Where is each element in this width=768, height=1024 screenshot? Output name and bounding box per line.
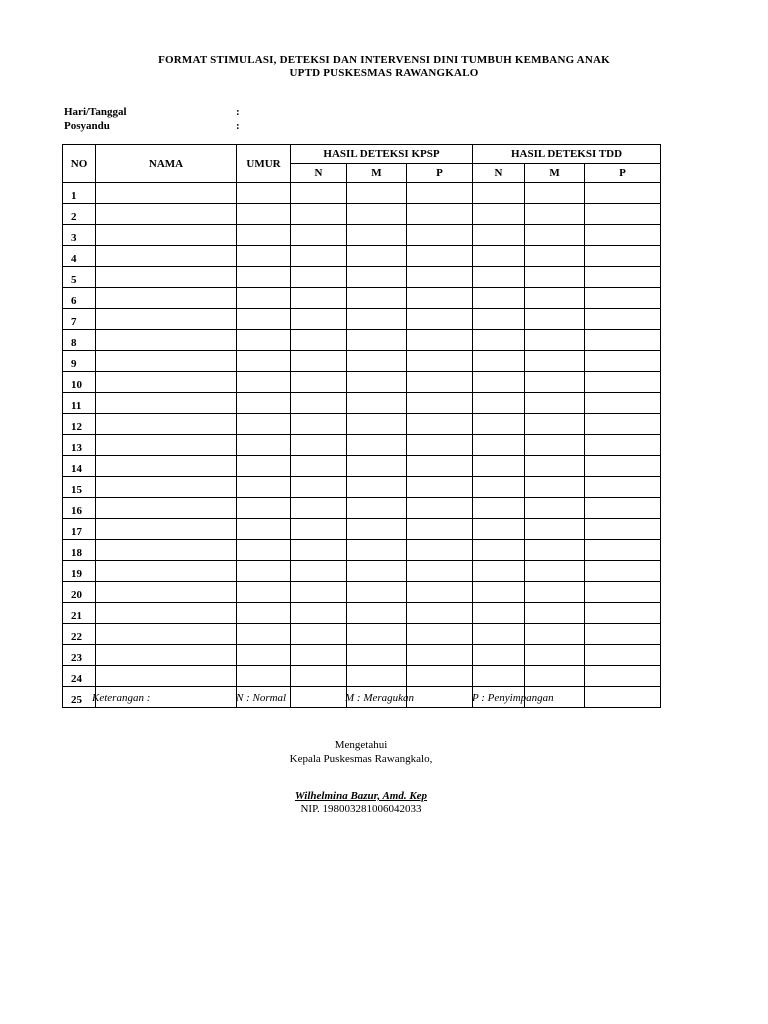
- cell-kpsp-m: [347, 183, 407, 204]
- cell-kpsp-n: [291, 330, 347, 351]
- cell-tdd-n: [473, 435, 525, 456]
- row-number: 22: [63, 624, 96, 645]
- field-separator: :: [236, 120, 240, 132]
- cell-umur: [237, 393, 291, 414]
- cell-tdd-p: [585, 582, 661, 603]
- cell-kpsp-p: [407, 246, 473, 267]
- cell-tdd-p: [585, 309, 661, 330]
- cell-nama: [96, 393, 237, 414]
- cell-tdd-n: [473, 204, 525, 225]
- cell-tdd-p: [585, 351, 661, 372]
- table-row: [63, 393, 661, 414]
- row-number: 9: [63, 351, 96, 372]
- cell-tdd-p: [585, 267, 661, 288]
- row-number: 3: [63, 225, 96, 246]
- cell-kpsp-p: [407, 309, 473, 330]
- cell-umur: [237, 540, 291, 561]
- cell-tdd-p: [585, 498, 661, 519]
- cell-kpsp-m: [347, 393, 407, 414]
- row-number: 20: [63, 582, 96, 603]
- table-row: [63, 246, 661, 267]
- row-number: 13: [63, 435, 96, 456]
- cell-nama: [96, 246, 237, 267]
- cell-tdd-m: [525, 414, 585, 435]
- row-number: 18: [63, 540, 96, 561]
- cell-nama: [96, 372, 237, 393]
- cell-nama: [96, 519, 237, 540]
- cell-tdd-n: [473, 540, 525, 561]
- cell-nama: [96, 666, 237, 687]
- header-umur: UMUR: [237, 145, 291, 183]
- cell-kpsp-n: [291, 456, 347, 477]
- cell-tdd-p: [585, 603, 661, 624]
- cell-tdd-m: [525, 456, 585, 477]
- cell-umur: [237, 351, 291, 372]
- cell-umur: [237, 330, 291, 351]
- cell-tdd-n: [473, 309, 525, 330]
- cell-nama: [96, 330, 237, 351]
- cell-kpsp-n: [291, 624, 347, 645]
- table-row: [63, 183, 661, 204]
- cell-tdd-p: [585, 561, 661, 582]
- signature-name: Wilhelmina Bazur, Amd. Kep: [294, 790, 428, 802]
- cell-nama: [96, 309, 237, 330]
- cell-tdd-p: [585, 687, 661, 708]
- cell-kpsp-p: [407, 477, 473, 498]
- cell-tdd-n: [473, 225, 525, 246]
- table-row: [63, 372, 661, 393]
- cell-nama: [96, 645, 237, 666]
- cell-kpsp-n: [291, 351, 347, 372]
- table-row: [63, 561, 661, 582]
- cell-kpsp-n: [291, 246, 347, 267]
- cell-kpsp-n: [291, 477, 347, 498]
- row-number: 2: [63, 204, 96, 225]
- cell-tdd-p: [585, 204, 661, 225]
- cell-umur: [237, 372, 291, 393]
- table-row: [63, 540, 661, 561]
- cell-tdd-p: [585, 645, 661, 666]
- cell-tdd-m: [525, 498, 585, 519]
- cell-tdd-m: [525, 624, 585, 645]
- cell-kpsp-n: [291, 225, 347, 246]
- cell-kpsp-m: [347, 309, 407, 330]
- cell-tdd-m: [525, 183, 585, 204]
- cell-kpsp-p: [407, 267, 473, 288]
- cell-kpsp-m: [347, 246, 407, 267]
- legend-penyimpangan: P : Penyimpangan: [472, 692, 554, 704]
- table-row: [63, 582, 661, 603]
- signature-mengetahui: Mengetahui: [334, 739, 388, 751]
- cell-kpsp-m: [347, 288, 407, 309]
- cell-kpsp-m: [347, 372, 407, 393]
- cell-tdd-p: [585, 372, 661, 393]
- cell-umur: [237, 288, 291, 309]
- table-row: [63, 288, 661, 309]
- cell-tdd-m: [525, 645, 585, 666]
- cell-kpsp-n: [291, 414, 347, 435]
- header-no: NO: [63, 145, 96, 183]
- table-row: [63, 666, 661, 687]
- cell-kpsp-m: [347, 351, 407, 372]
- cell-tdd-p: [585, 225, 661, 246]
- row-number: 24: [63, 666, 96, 687]
- cell-tdd-m: [525, 246, 585, 267]
- cell-nama: [96, 456, 237, 477]
- table-row: [63, 351, 661, 372]
- cell-umur: [237, 225, 291, 246]
- cell-tdd-m: [525, 561, 585, 582]
- table-row: [63, 519, 661, 540]
- cell-tdd-m: [525, 372, 585, 393]
- table-row: [63, 624, 661, 645]
- subheader-tdd-n: N: [473, 164, 525, 183]
- cell-kpsp-n: [291, 267, 347, 288]
- table-row: [63, 204, 661, 225]
- cell-kpsp-m: [347, 582, 407, 603]
- cell-kpsp-p: [407, 603, 473, 624]
- cell-tdd-n: [473, 183, 525, 204]
- cell-nama: [96, 183, 237, 204]
- legend-label: Keterangan :: [92, 692, 151, 704]
- cell-umur: [237, 645, 291, 666]
- cell-tdd-p: [585, 540, 661, 561]
- cell-tdd-p: [585, 288, 661, 309]
- cell-kpsp-p: [407, 666, 473, 687]
- header-kpsp: HASIL DETEKSI KPSP: [291, 145, 473, 164]
- field-label: Posyandu: [64, 120, 110, 132]
- signature-nip: NIP. 198003281006042033: [300, 803, 422, 815]
- document-subtitle: UPTD PUSKESMAS RAWANGKALO: [289, 67, 479, 79]
- row-number: 12: [63, 414, 96, 435]
- document-title: FORMAT STIMULASI, DETEKSI DAN INTERVENSI DINI TUMBUH KEMBANG ANAK: [158, 54, 610, 66]
- cell-kpsp-n: [291, 435, 347, 456]
- cell-kpsp-p: [407, 204, 473, 225]
- cell-kpsp-n: [291, 687, 347, 708]
- cell-kpsp-n: [291, 519, 347, 540]
- table-row: [63, 309, 661, 330]
- cell-tdd-m: [525, 435, 585, 456]
- cell-tdd-n: [473, 582, 525, 603]
- cell-kpsp-n: [291, 204, 347, 225]
- cell-umur: [237, 246, 291, 267]
- cell-kpsp-m: [347, 477, 407, 498]
- table-row: [63, 456, 661, 477]
- cell-tdd-m: [525, 225, 585, 246]
- cell-kpsp-p: [407, 330, 473, 351]
- table-row: [63, 330, 661, 351]
- header-nama: NAMA: [96, 145, 237, 183]
- cell-tdd-m: [525, 540, 585, 561]
- cell-kpsp-p: [407, 519, 473, 540]
- cell-nama: [96, 498, 237, 519]
- field-separator: :: [236, 106, 240, 118]
- subheader-kpsp-m: M: [347, 164, 407, 183]
- legend-normal: N : Normal: [236, 692, 287, 704]
- cell-tdd-m: [525, 582, 585, 603]
- cell-kpsp-m: [347, 456, 407, 477]
- cell-tdd-n: [473, 498, 525, 519]
- cell-nama: [96, 624, 237, 645]
- cell-tdd-p: [585, 519, 661, 540]
- cell-tdd-p: [585, 414, 661, 435]
- cell-kpsp-n: [291, 603, 347, 624]
- cell-kpsp-n: [291, 309, 347, 330]
- row-number: 1: [63, 183, 96, 204]
- row-number: 23: [63, 645, 96, 666]
- table-row: [63, 645, 661, 666]
- cell-kpsp-m: [347, 498, 407, 519]
- cell-kpsp-m: [347, 414, 407, 435]
- table-row: [63, 603, 661, 624]
- cell-umur: [237, 204, 291, 225]
- cell-kpsp-m: [347, 540, 407, 561]
- cell-kpsp-n: [291, 183, 347, 204]
- cell-tdd-n: [473, 351, 525, 372]
- cell-kpsp-m: [347, 204, 407, 225]
- cell-kpsp-n: [291, 645, 347, 666]
- cell-umur: [237, 183, 291, 204]
- cell-kpsp-m: [347, 330, 407, 351]
- cell-nama: [96, 582, 237, 603]
- cell-tdd-n: [473, 456, 525, 477]
- cell-kpsp-p: [407, 225, 473, 246]
- cell-kpsp-p: [407, 372, 473, 393]
- cell-tdd-p: [585, 246, 661, 267]
- cell-tdd-m: [525, 393, 585, 414]
- cell-nama: [96, 435, 237, 456]
- cell-tdd-m: [525, 288, 585, 309]
- cell-tdd-m: [525, 666, 585, 687]
- cell-kpsp-n: [291, 288, 347, 309]
- cell-kpsp-p: [407, 540, 473, 561]
- table-row: [63, 225, 661, 246]
- table-row: [63, 435, 661, 456]
- cell-umur: [237, 498, 291, 519]
- cell-kpsp-p: [407, 414, 473, 435]
- cell-nama: [96, 204, 237, 225]
- cell-umur: [237, 309, 291, 330]
- row-number: 4: [63, 246, 96, 267]
- cell-kpsp-p: [407, 582, 473, 603]
- cell-umur: [237, 582, 291, 603]
- cell-tdd-p: [585, 624, 661, 645]
- legend-meragukan: M : Meragukan: [345, 692, 415, 704]
- cell-tdd-n: [473, 603, 525, 624]
- cell-umur: [237, 414, 291, 435]
- cell-kpsp-m: [347, 435, 407, 456]
- cell-kpsp-m: [347, 666, 407, 687]
- cell-kpsp-m: [347, 267, 407, 288]
- row-number: 16: [63, 498, 96, 519]
- cell-kpsp-p: [407, 456, 473, 477]
- cell-tdd-p: [585, 435, 661, 456]
- cell-umur: [237, 519, 291, 540]
- cell-tdd-m: [525, 477, 585, 498]
- cell-tdd-p: [585, 666, 661, 687]
- cell-kpsp-p: [407, 687, 473, 708]
- cell-nama: [96, 414, 237, 435]
- table-body: [63, 183, 661, 708]
- cell-tdd-n: [473, 393, 525, 414]
- cell-kpsp-m: [347, 645, 407, 666]
- cell-kpsp-n: [291, 666, 347, 687]
- table-row: [63, 267, 661, 288]
- cell-kpsp-m: [347, 624, 407, 645]
- cell-tdd-m: [525, 309, 585, 330]
- cell-tdd-n: [473, 477, 525, 498]
- row-number: 25: [63, 687, 96, 708]
- table-row: [63, 498, 661, 519]
- table-row: [63, 414, 661, 435]
- cell-kpsp-n: [291, 372, 347, 393]
- cell-tdd-m: [525, 603, 585, 624]
- cell-kpsp-p: [407, 288, 473, 309]
- subheader-kpsp-p: P: [407, 164, 473, 183]
- subheader-kpsp-n: N: [291, 164, 347, 183]
- row-number: 10: [63, 372, 96, 393]
- field-posyandu: [64, 120, 240, 132]
- cell-tdd-p: [585, 330, 661, 351]
- cell-tdd-p: [585, 477, 661, 498]
- cell-umur: [237, 603, 291, 624]
- cell-tdd-n: [473, 288, 525, 309]
- cell-kpsp-n: [291, 561, 347, 582]
- row-number: 21: [63, 603, 96, 624]
- cell-tdd-n: [473, 330, 525, 351]
- cell-tdd-n: [473, 624, 525, 645]
- subheader-tdd-p: P: [585, 164, 661, 183]
- field-label: Hari/Tanggal: [64, 106, 127, 118]
- cell-kpsp-p: [407, 183, 473, 204]
- row-number: 8: [63, 330, 96, 351]
- cell-kpsp-p: [407, 561, 473, 582]
- cell-kpsp-n: [291, 582, 347, 603]
- cell-kpsp-p: [407, 351, 473, 372]
- signature-position: Kepala Puskesmas Rawangkalo,: [289, 753, 433, 765]
- cell-tdd-n: [473, 561, 525, 582]
- cell-nama: [96, 267, 237, 288]
- cell-kpsp-n: [291, 498, 347, 519]
- cell-kpsp-m: [347, 561, 407, 582]
- cell-kpsp-p: [407, 393, 473, 414]
- table-header-row: [63, 145, 661, 164]
- cell-nama: [96, 477, 237, 498]
- row-number: 15: [63, 477, 96, 498]
- cell-umur: [237, 666, 291, 687]
- cell-kpsp-p: [407, 435, 473, 456]
- table-row: [63, 477, 661, 498]
- row-number: 19: [63, 561, 96, 582]
- cell-kpsp-m: [347, 519, 407, 540]
- cell-tdd-n: [473, 414, 525, 435]
- cell-tdd-m: [525, 204, 585, 225]
- cell-kpsp-m: [347, 225, 407, 246]
- cell-tdd-p: [585, 456, 661, 477]
- cell-tdd-n: [473, 372, 525, 393]
- cell-nama: [96, 351, 237, 372]
- cell-kpsp-p: [407, 624, 473, 645]
- field-hari-tanggal: [64, 106, 240, 118]
- cell-kpsp-n: [291, 540, 347, 561]
- cell-tdd-m: [525, 267, 585, 288]
- cell-nama: [96, 225, 237, 246]
- header-tdd: HASIL DETEKSI TDD: [473, 145, 661, 164]
- cell-tdd-m: [525, 330, 585, 351]
- cell-nama: [96, 561, 237, 582]
- cell-tdd-n: [473, 645, 525, 666]
- row-number: 11: [63, 393, 96, 414]
- subheader-tdd-m: M: [525, 164, 585, 183]
- cell-umur: [237, 624, 291, 645]
- cell-nama: [96, 603, 237, 624]
- cell-umur: [237, 561, 291, 582]
- cell-tdd-m: [525, 351, 585, 372]
- cell-nama: [96, 288, 237, 309]
- row-number: 5: [63, 267, 96, 288]
- cell-tdd-n: [473, 666, 525, 687]
- cell-umur: [237, 456, 291, 477]
- cell-tdd-p: [585, 393, 661, 414]
- row-number: 17: [63, 519, 96, 540]
- cell-tdd-n: [473, 267, 525, 288]
- row-number: 14: [63, 456, 96, 477]
- row-number: 6: [63, 288, 96, 309]
- row-number: 7: [63, 309, 96, 330]
- cell-umur: [237, 435, 291, 456]
- cell-tdd-p: [585, 183, 661, 204]
- cell-umur: [237, 267, 291, 288]
- cell-kpsp-m: [347, 603, 407, 624]
- cell-kpsp-n: [291, 393, 347, 414]
- cell-tdd-n: [473, 519, 525, 540]
- cell-kpsp-p: [407, 645, 473, 666]
- cell-umur: [237, 477, 291, 498]
- cell-nama: [96, 540, 237, 561]
- cell-tdd-m: [525, 519, 585, 540]
- cell-tdd-n: [473, 246, 525, 267]
- cell-kpsp-p: [407, 498, 473, 519]
- detection-table: [62, 144, 661, 708]
